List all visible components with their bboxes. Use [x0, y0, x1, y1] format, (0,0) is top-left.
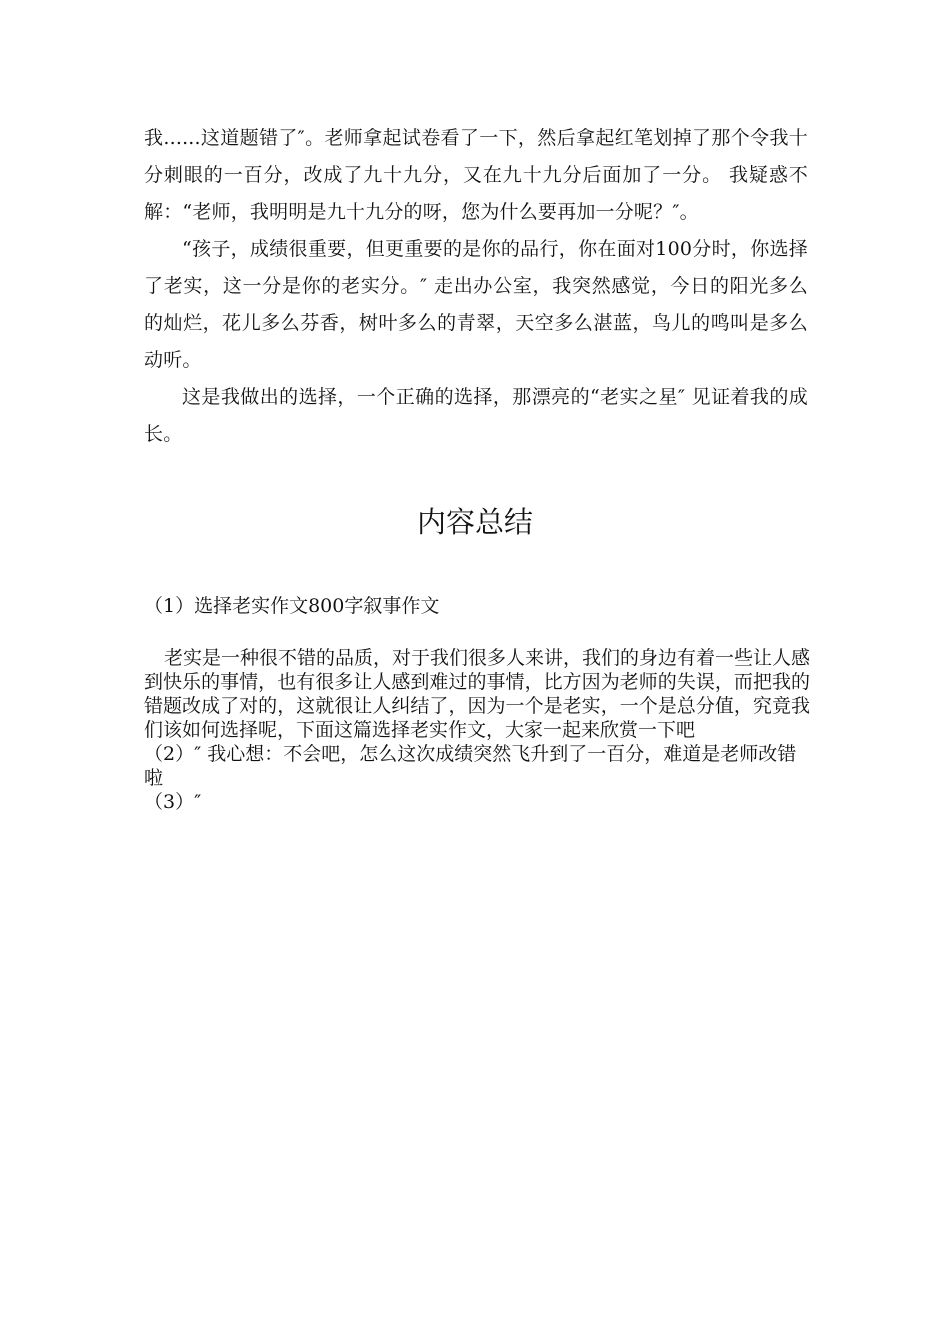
summary-section: [144, 594, 810, 814]
story-paragraph-3: 这是我做出的选择，一个正确的选择，那漂亮的“老实之星″ 见证着我的成长。: [144, 386, 808, 445]
story-paragraph-2: “孩子，成绩很重要，但更重要的是你的品行，你在面对100分时，你选择了老实，这一分是你的老实分。″ 走出办公室，我突然感觉，今日的阳光多么的灿烂，花儿多么芬香，树叶多么的青翠，天空多么湛蓝，鸟儿的鸣叫是多么动听。: [144, 238, 808, 371]
summary-item-2: （2）″ 我心想：不会吧，怎么这次成绩突然飞升到了一百分，难道是老师改错啦: [144, 743, 797, 789]
story-paragraph-1: 我......这道题错了″。老师拿起试卷看了一下，然后拿起红笔划掉了那个令我十分刺眼的一百分，改成了九十九分，又在九十九分后面加了一分。 我疑惑不解：“老师，我明明是九十九分的呀，您为什么要再加一分呢？″。: [144, 127, 808, 223]
story-text: [144, 120, 808, 453]
summary-heading: 内容总结: [416, 505, 533, 539]
summary-item-1-title: （1）选择老实作文800字叙事作文: [144, 595, 440, 617]
summary-item-1-body: 老实是一种很不错的品质，对于我们很多人来讲，我们的身边有着一些让人感到快乐的事情，也有很多让人感到难过的事情，比方因为老师的失误，而把我的错题改成了对的，这就很让人纠结了，因为一个是老实，一个是总分值，究竟我们该如何选择呢，下面这篇选择老实作文，大家一起来欣赏一下吧: [144, 647, 811, 741]
summary-item-3: （3）″: [144, 791, 202, 813]
